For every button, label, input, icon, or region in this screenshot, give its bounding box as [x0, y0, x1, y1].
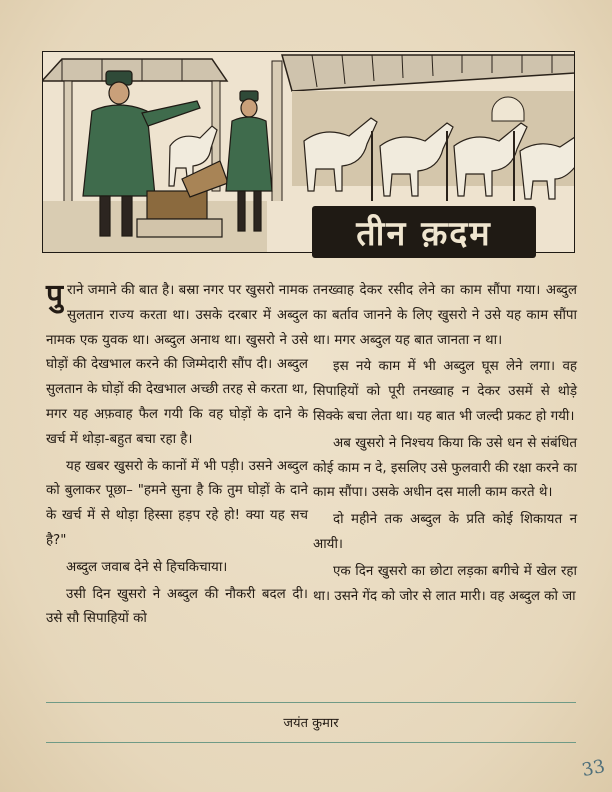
paragraph: एक दिन खुसरो का छोटा लड़का बगीचे में खेल रहा था। उसने गेंद को जोर से लात मारी। वह अब्दुल को जा: [313, 563, 577, 604]
divider-bottom: [46, 742, 576, 743]
paragraph: अब्दुल जवाब देने से हिचकिचाया।: [66, 559, 228, 575]
author-name: जयंत कुमार: [283, 716, 339, 731]
page-number: 33: [580, 755, 607, 782]
paragraph: उसी दिन खुसरो ने अब्दुल की नौकरी बदल दी। उसे सौ सिपाहियों को: [46, 586, 308, 627]
paragraph: तनख्वाह देकर रसीद लेने का काम सौंपा गया। अब्दुल का बर्ताव जानने के लिए खुसरो ने उसे यह काम सौंपा था। मगर अब्दुल यह बात जानता न था।: [313, 283, 577, 348]
paragraph: यह खबर खुसरो के कानों में भी पड़ी। उसने अब्दुल को बुलाकर पूछा– "हमने सुना है कि तुम घोड़ों के दाने के खर्च में से थोड़ा हिस्सा हड़प रहे हो! क्या यह सच है?": [46, 458, 308, 548]
text-column-left: [46, 279, 308, 634]
paragraph: अब खुसरो ने निश्चय किया कि उसे धन से संबंधित कोई काम न दे, इसलिए उसे फुलवारी की रक्षा करने का काम सौंपा। उसके अधीन दस माली काम करते थे।: [313, 435, 577, 501]
text-column-right: [313, 279, 577, 611]
drop-cap: पु: [46, 278, 64, 313]
divider-top: [46, 702, 576, 703]
paragraph-text: राने जमाने की बात है। बस्रा नगर पर खुसरो नामक सुलतान राज्य करता था। उसके दरबार में अब्दुल नामक एक युवक था। अब्दुल अनाथ था। खुसरो ने उसे घोड़ों की देखभाल करने की जिम्मेदारी सौंप दी। अब्दुल सुलतान के घोड़ों की देखभाल अच्छी तरह से करता था, मगर यह अफ़वाह फैल गयी कि वह घोड़ों के दाने के खर्च में थोड़ा-बहुत बचा रहा है।: [46, 283, 308, 447]
paragraph: इस नये काम में भी अब्दुल घूस लेने लगा। वह सिपाहियों को पूरी तनख्वाह न देकर उसमें से थोड़े सिक्के बचा लेता था। यह बात भी जल्दी प्रकट हो गयी।: [313, 359, 577, 424]
paragraph: दो महीने तक अब्दुल के प्रति कोई शिकायत न आयी।: [313, 512, 577, 552]
story-title: तीन क़दम: [312, 206, 536, 258]
paragraph: [46, 279, 308, 453]
